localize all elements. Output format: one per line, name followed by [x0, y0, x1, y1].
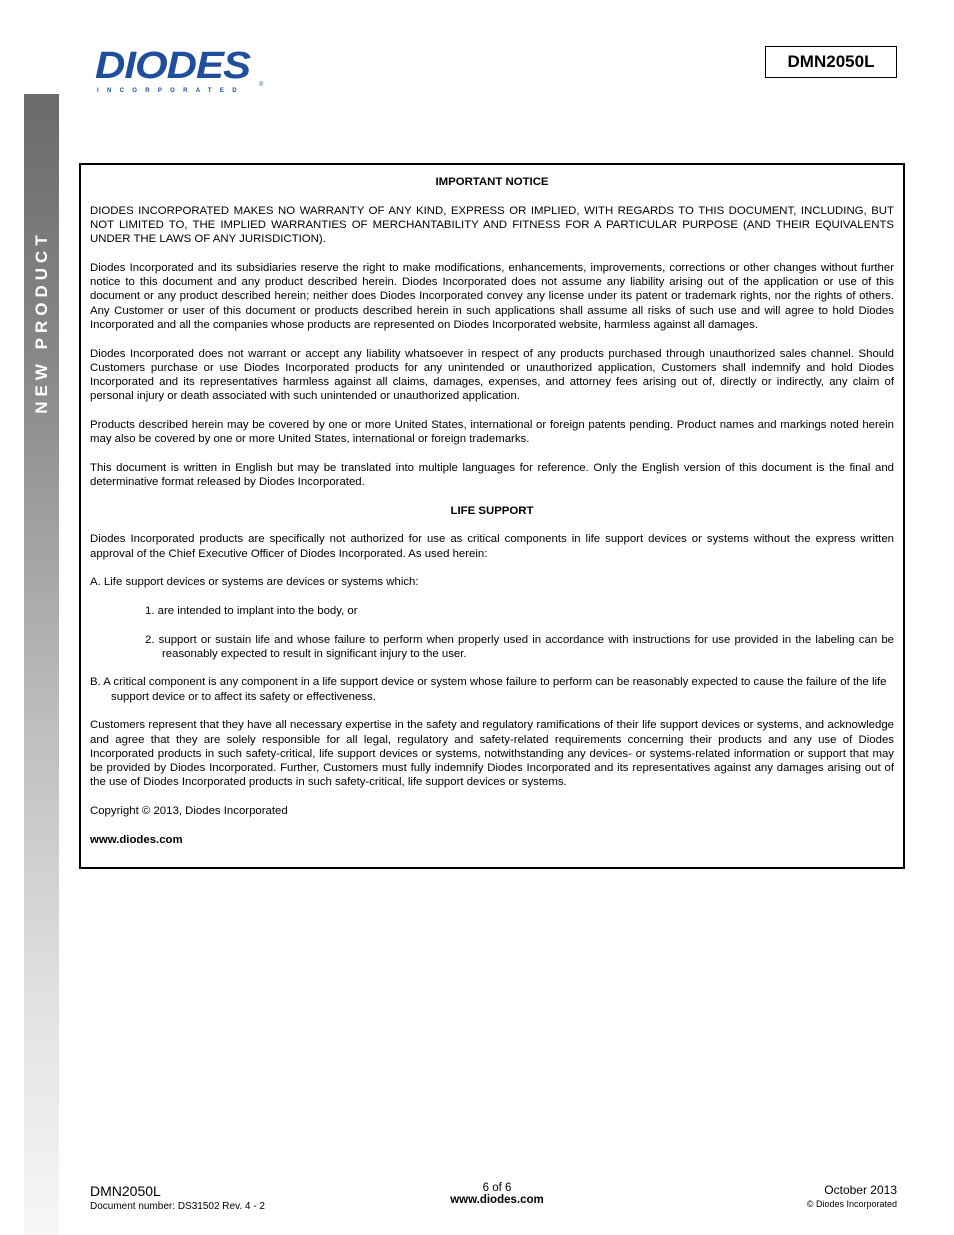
logo-subtext: INCORPORATED	[97, 88, 245, 94]
footer-copyright: © Diodes Incorporated	[806, 1199, 897, 1209]
footer-website-link[interactable]: www.diodes.com	[450, 1194, 544, 1206]
life-support-item-a1: 1. are intended to implant into the body, or	[145, 604, 358, 617]
footer-page-number: 6 of 6	[482, 1182, 512, 1194]
footer-document-number: Document number: DS31502 Rev. 4 - 2	[90, 1201, 265, 1212]
notice-paragraph: Diodes Incorporated does not warrant or accept any liability whatsoever in respect of any products purchased through unauthorized sales channel. Should Customers purchase or use Diodes Incorporated products for any unintended or unauthorized application, Customers shall indemnify and hold Diodes Incorporated and its representatives harmless against all claims, damages, expenses, and attorney fees arising out of, directly or indirectly, any claim of personal injury or death associated with such unintended or unauthorized application.	[90, 347, 894, 403]
part-number-box: DMN2050L	[765, 46, 897, 78]
notice-paragraph: Products described herein may be covered by one or more United States, international or foreign patents pending. Product names and markings noted herein may also be covered by one or more United States, international or foreign trademarks.	[90, 419, 894, 446]
important-notice-box	[79, 163, 905, 869]
notice-paragraph: Diodes Incorporated and its subsidiaries reserve the right to make modifications, enhancements, improvements, corrections or other changes without further notice to this document and any product described herein. Diodes Incorporated does not assume any liability arising out of the application or use of this document or any product described herein; neither does Diodes Incorporated convey any license under its patent or trademark rights, nor the rights of others. Any Customer or user of this document or products described herein in such applications shall assume all risks of such use and will agree to hold Diodes Incorporated and all the companies whose products are represented on Diodes Incorporated website, harmless against all damages.	[90, 261, 894, 331]
life-support-title: LIFE SUPPORT	[450, 504, 534, 517]
customers-paragraph: Customers represent that they have all necessary expertise in the safety and regulatory ramifications of their life support devices or systems, and acknowledge and agree that they are solely responsible for all legal, regulatory and safety-related requirements concerning their products and any use of Diodes Incorporated products in such safety-critical, life support devices or systems, notwithstanding any devices- or systems-related information or support that may be provided by Diodes Incorporated. Further, Customers must fully indemnify Diodes Incorporated and its representatives against any damages arising out of the use of Diodes Incorporated products in such safety-critical, life support devices or systems.	[90, 719, 894, 789]
notice-paragraph: This document is written in English but may be translated into multiple languages for reference. Only the English version of this document is the final and determinative format released by Diodes Incorporated.	[90, 461, 894, 489]
life-support-item-a2: 2. support or sustain life and whose failure to perform when properly used in accordance with instructions for use provided in the labeling can be reasonably expected to result in significant injury to the user.	[145, 633, 894, 660]
life-support-item-a: A. Life support devices or systems are devices or systems which:	[90, 576, 419, 589]
notice-copyright: Copyright © 2013, Diodes Incorporated	[90, 805, 288, 818]
footer-date: October 2013	[824, 1183, 897, 1197]
footer-part-number: DMN2050L	[90, 1183, 161, 1199]
notice-website-link[interactable]: www.diodes.com	[90, 833, 183, 846]
sidebar-label: NEW PRODUCT	[32, 230, 51, 414]
life-support-item-b: B. A critical component is any component in a life support device or system whose failure to perform can be reasonably expected to cause the failure of the life support device or to affect its safety or effectiveness.	[90, 676, 887, 703]
notice-title: IMPORTANT NOTICE	[435, 176, 549, 188]
notice-paragraph: DIODES INCORPORATED MAKES NO WARRANTY OF ANY KIND, EXPRESS OR IMPLIED, WITH REGARDS TO THIS DOCUMENT, INCLUDING, BUT NOT LIMITED TO, THE IMPLIED WARRANTIES OF MERCHANTABILITY AND FITNESS FOR A PARTICULAR PURPOSE (AND THEIR EQUIVALENTS UNDER THE LAWS OF ANY JURISDICTION).	[90, 204, 894, 246]
life-support-intro: Diodes Incorporated products are specifically not authorized for use as critical components in life support devices or systems without the express written approval of the Chief Executive Officer of Diodes Incorporated. As used herein:	[90, 533, 894, 560]
diodes-logo	[95, 44, 267, 98]
logo-registered-mark: ®	[259, 82, 264, 88]
logo-text: DIODES	[95, 44, 251, 87]
footer-right	[807, 1183, 897, 1209]
